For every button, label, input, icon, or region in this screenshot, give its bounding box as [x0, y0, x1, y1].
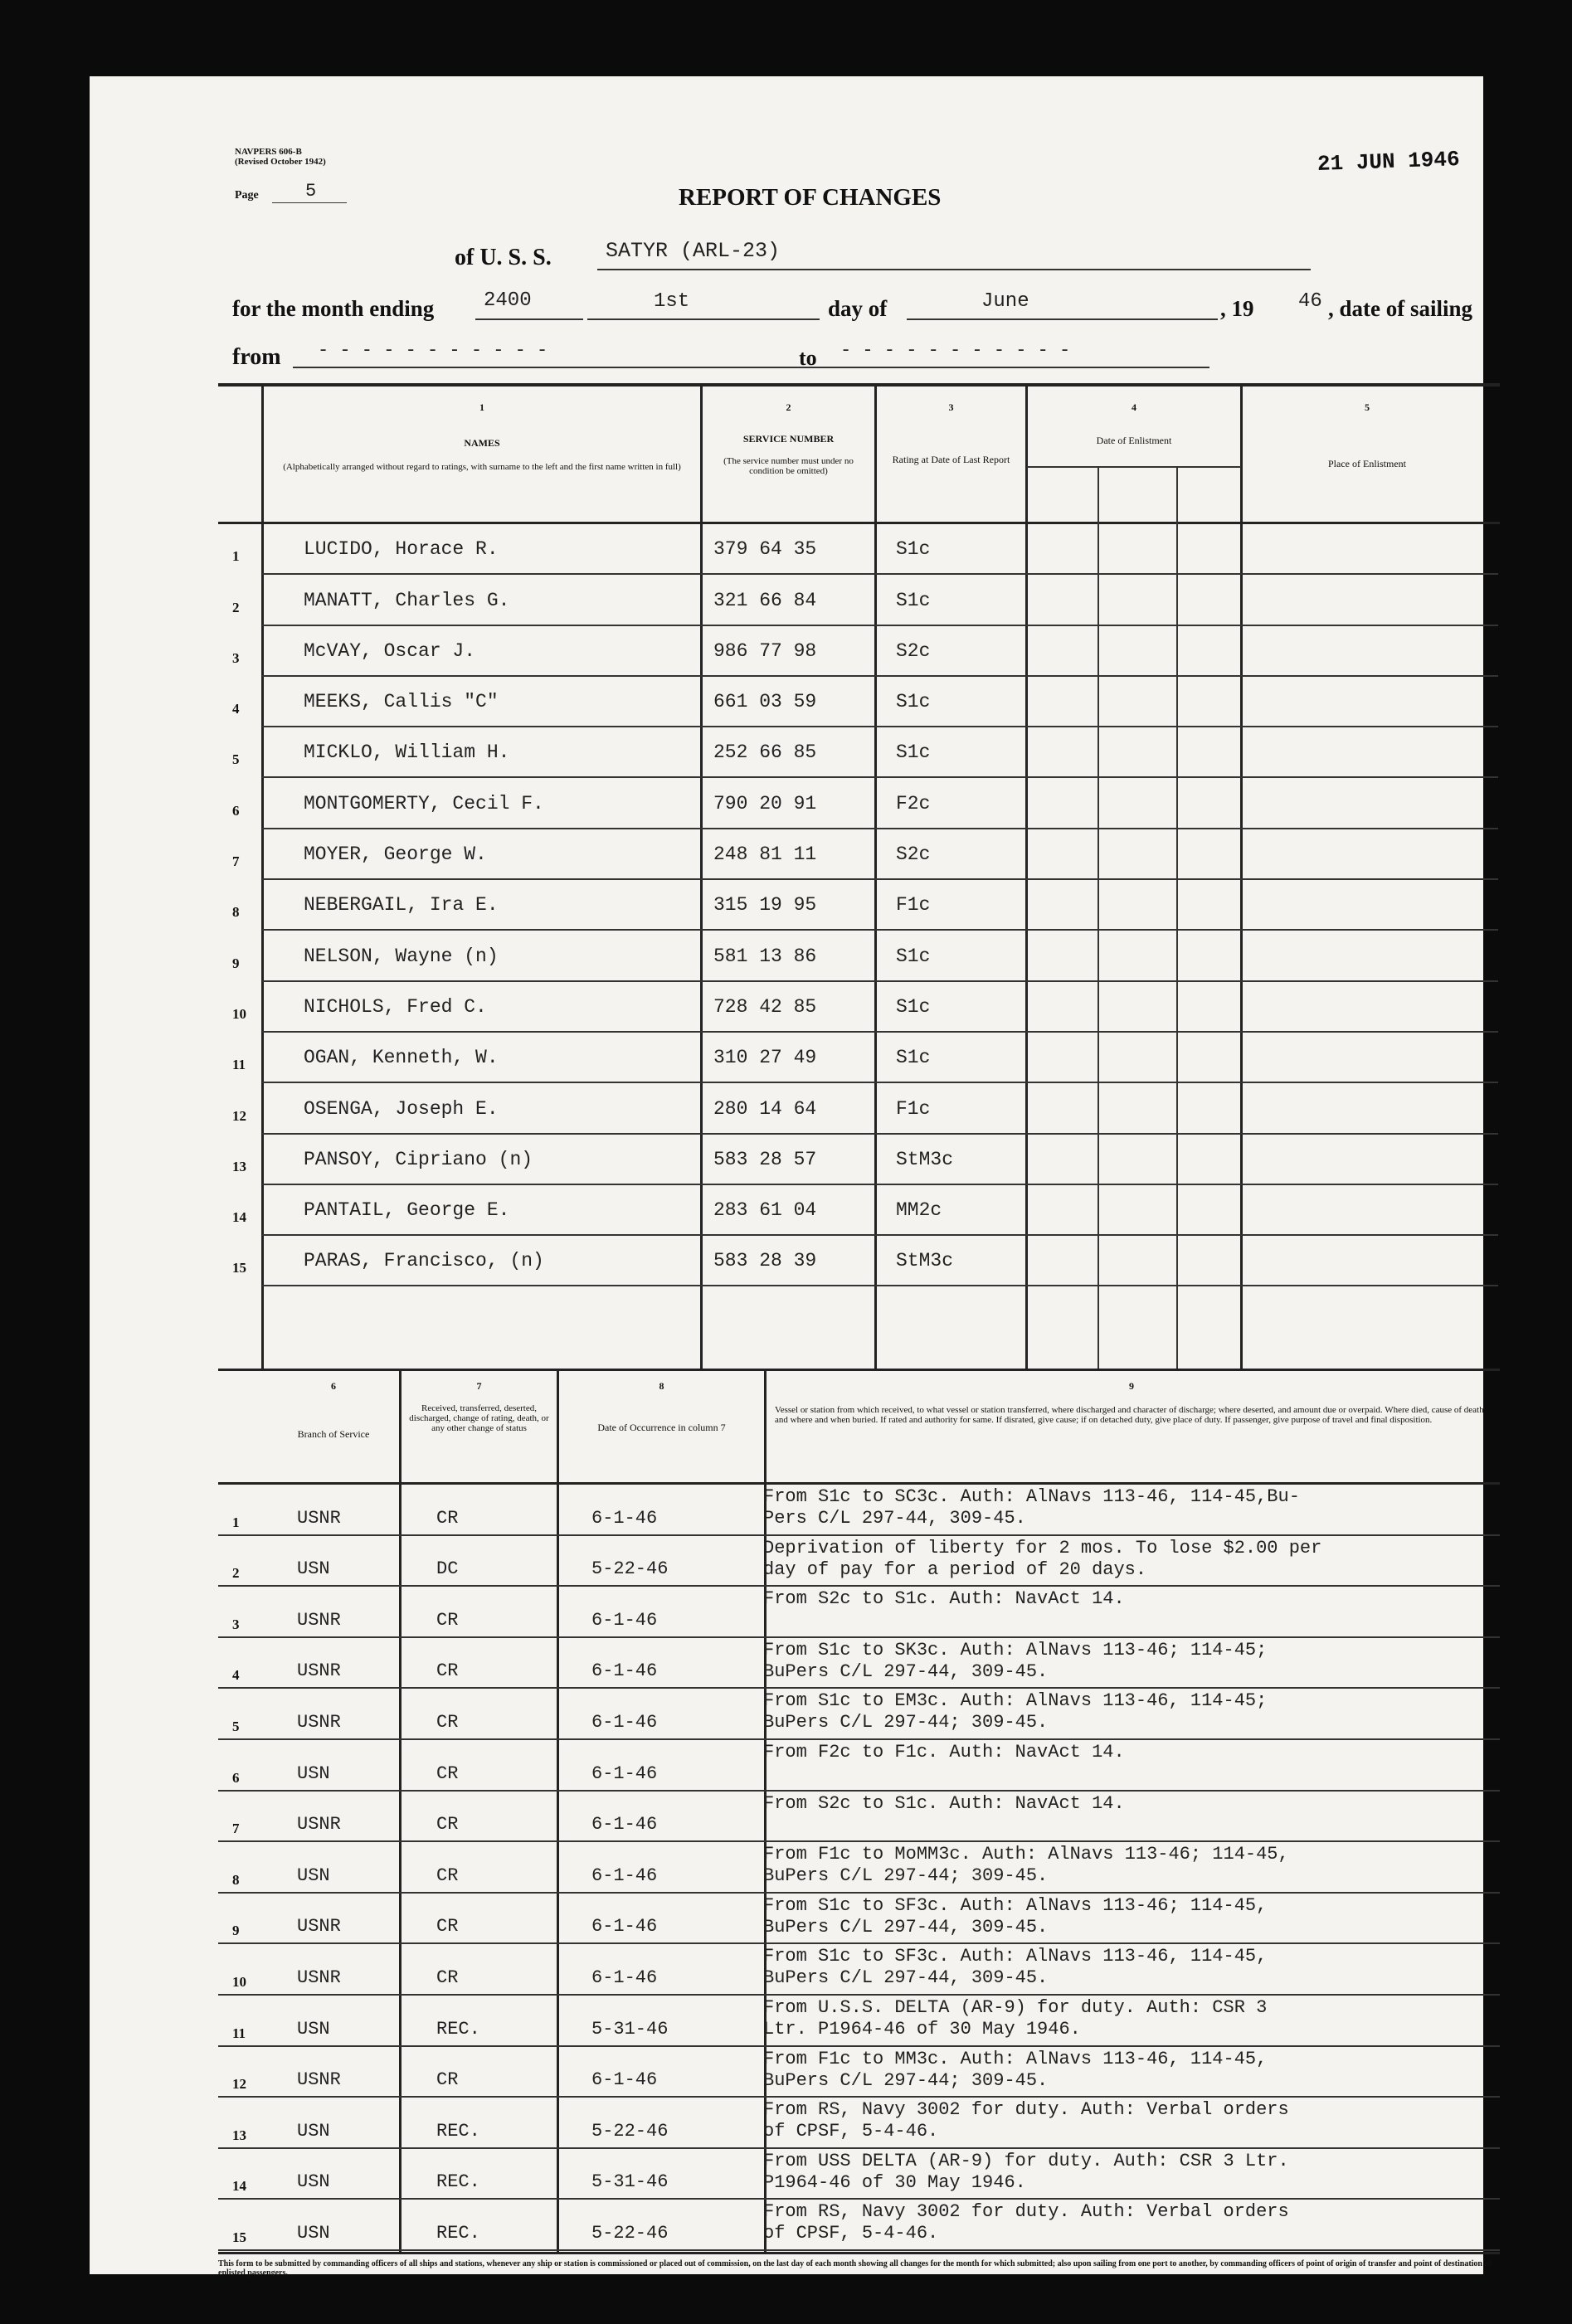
enlisted-name: LUCIDO, Horace R. — [304, 538, 499, 561]
col1-note: (Alphabetically arranged without regard to ratings, with surname to the left and the first name written in full) — [283, 462, 681, 472]
change-of-status: CR — [436, 1762, 459, 1784]
upper-table-row — [90, 1135, 1500, 1185]
remarks-line-2: BuPers C/L 297-44, 309-45. — [763, 1916, 1049, 1937]
branch-of-service: USN — [297, 2222, 330, 2244]
enlisted-name: MICKLO, William H. — [304, 741, 510, 764]
year-prefix: , 19 — [1220, 296, 1254, 321]
rating: F1c — [896, 1097, 931, 1120]
col2-note: (The service number must under no condition be omitted) — [723, 456, 854, 476]
enlisted-name: NEBERGAIL, Ira E. — [304, 894, 499, 916]
rating: S2c — [896, 844, 931, 866]
lower-table-row — [90, 2047, 1500, 2098]
year-value: 46 — [1298, 290, 1322, 313]
lower-table-row — [90, 1842, 1500, 1894]
upper-table-row — [90, 931, 1500, 981]
lower-table-row — [90, 1689, 1500, 1740]
service-number: 280 14 64 — [713, 1097, 817, 1120]
remarks-line-2: BuPers C/L 297-44; 309-45. — [763, 1865, 1049, 1887]
col7-title: Received, transferred, deserted, discharged, change of rating, death, or any other change of status — [409, 1403, 549, 1433]
change-of-status: REC. — [436, 2171, 480, 2193]
hour-line — [475, 318, 583, 320]
date-of-sailing-label: , date of sailing — [1328, 296, 1473, 321]
upper-table-row — [90, 524, 1500, 575]
col6-number: 6 — [331, 1380, 336, 1392]
col2-number: 2 — [786, 401, 791, 413]
row-number: 11 — [232, 2025, 246, 2041]
enlisted-name: PARAS, Francisco, (n) — [304, 1250, 544, 1272]
branch-of-service: USNR — [297, 1967, 341, 1988]
date-enlistment-subrule — [1027, 466, 1241, 468]
row-number: 3 — [232, 649, 240, 666]
service-number: 310 27 49 — [713, 1047, 817, 1069]
rating: StM3c — [896, 1250, 954, 1272]
row-number: 11 — [232, 1057, 246, 1073]
page-number: 5 — [305, 181, 317, 202]
branch-of-service: USNR — [297, 1814, 341, 1835]
branch-of-service: USN — [297, 2171, 330, 2193]
service-number: 379 64 35 — [713, 538, 817, 561]
enlisted-name: NICHOLS, Fred C. — [304, 995, 487, 1018]
remarks-line-1: From S1c to SC3c. Auth: AlNavs 113-46, 114-45,Bu- — [763, 1486, 1300, 1507]
row-number: 9 — [232, 1923, 240, 1939]
lower-table-row — [90, 1587, 1500, 1638]
page-number-line — [272, 202, 347, 203]
rating: StM3c — [896, 1148, 954, 1170]
service-number: 252 66 85 — [713, 741, 817, 764]
rating: S1c — [896, 741, 931, 764]
row-number: 4 — [232, 1667, 240, 1684]
row-number: 2 — [232, 1565, 240, 1582]
footer-instructions: This form to be submitted by commanding officers of all ships and stations, whenever any ship or station is commissioned or placed out of commission, on the last day of each month showing all changes for the month for which submitted; also upon sailing from one port to another, by commanding officers of point of origin of transfer and point of destination of enlisted passengers. — [218, 2259, 1492, 2278]
branch-of-service: USNR — [297, 1711, 341, 1733]
branch-of-service: USN — [297, 1762, 330, 1784]
branch-of-service: USNR — [297, 1507, 341, 1529]
rating: S1c — [896, 538, 931, 561]
row-number: 1 — [232, 1514, 240, 1530]
date-of-occurrence: 6-1-46 — [591, 1762, 658, 1784]
upper-table-row — [90, 677, 1500, 727]
remarks-line-1: From S1c to SF3c. Auth: AlNavs 113-46, 114-45, — [763, 1946, 1268, 1967]
change-of-status: CR — [436, 1967, 459, 1988]
col7-number: 7 — [476, 1380, 482, 1392]
rating: S1c — [896, 945, 931, 967]
branch-of-service: USN — [297, 2120, 330, 2142]
row-rule — [218, 2249, 1500, 2251]
remarks-line-1: Deprivation of liberty for 2 mos. To lose $2.00 per — [763, 1537, 1322, 1558]
change-of-status: CR — [436, 1916, 459, 1937]
enlisted-name: OSENGA, Joseph E. — [304, 1097, 499, 1120]
rating: S1c — [896, 995, 931, 1018]
enlisted-name: MOYER, George W. — [304, 844, 487, 866]
col6-title: Branch of Service — [297, 1428, 370, 1440]
col8-number: 8 — [659, 1380, 664, 1392]
date-of-occurrence: 6-1-46 — [591, 1865, 658, 1886]
row-number: 4 — [232, 701, 240, 717]
branch-of-service: USNR — [297, 1609, 341, 1631]
lower-table-row — [90, 1536, 1500, 1587]
row-number: 15 — [232, 1260, 246, 1276]
remarks-line-1: From S2c to S1c. Auth: NavAct 14. — [763, 1792, 1125, 1814]
row-number: 14 — [232, 1209, 246, 1226]
row-number: 13 — [232, 2127, 246, 2143]
lower-table-row — [90, 2200, 1500, 2251]
col5-title: Place of Enlistment — [1328, 458, 1406, 469]
date-of-occurrence: 5-31-46 — [591, 2171, 669, 2193]
col1-number: 1 — [479, 401, 484, 413]
upper-table-row — [90, 1033, 1500, 1083]
enlisted-name: MONTGOMERTY, Cecil F. — [304, 792, 544, 814]
col1-title: NAMES — [464, 437, 500, 449]
upper-table-row — [90, 626, 1500, 677]
lower-table-row — [90, 2098, 1500, 2149]
remarks-line-1: From S1c to EM3c. Auth: AlNavs 113-46, 114-45; — [763, 1690, 1268, 1712]
branch-of-service: USNR — [297, 2069, 341, 2091]
date-of-occurrence: 6-1-46 — [591, 1507, 658, 1529]
remarks-line-1: From U.S.S. DELTA (AR-9) for duty. Auth: CSR 3 — [763, 1997, 1268, 2018]
service-number: 728 42 85 — [713, 995, 817, 1018]
date-of-occurrence: 6-1-46 — [591, 1711, 658, 1733]
row-number: 14 — [232, 2178, 246, 2195]
date-of-occurrence: 5-22-46 — [591, 2120, 669, 2142]
upper-table-row — [90, 1236, 1500, 1286]
enlisted-name: MANATT, Charles G. — [304, 589, 510, 611]
upper-table-top-rule — [218, 383, 1500, 387]
day-of-label: day of — [828, 296, 888, 321]
remarks-line-1: From RS, Navy 3002 for duty. Auth: Verbal orders — [763, 2201, 1289, 2223]
row-number: 10 — [232, 1973, 246, 1990]
ship-name: SATYR (ARL-23) — [606, 239, 781, 263]
service-number: 248 81 11 — [713, 844, 817, 866]
col4-title: Date of Enlistment — [1096, 435, 1172, 446]
change-of-status: CR — [436, 1711, 459, 1733]
change-of-status: REC. — [436, 2222, 480, 2244]
remarks-line-1: From RS, Navy 3002 for duty. Auth: Verbal orders — [763, 2099, 1289, 2121]
row-number: 5 — [232, 1718, 240, 1734]
upper-table-row — [90, 829, 1500, 880]
service-number: 583 28 39 — [713, 1250, 817, 1272]
remarks-line-1: From F1c to MoMM3c. Auth: AlNavs 113-46; 114-45, — [763, 1844, 1289, 1865]
remarks-line-1: From S1c to SF3c. Auth: AlNavs 113-46; 114-45, — [763, 1894, 1268, 1916]
from-label: from — [232, 344, 281, 370]
rating: S2c — [896, 639, 931, 662]
row-number: 2 — [232, 599, 240, 615]
form-id — [235, 147, 326, 167]
lower-table-row — [90, 1894, 1500, 1945]
branch-of-service: USNR — [297, 1660, 341, 1682]
lower-table-row — [90, 1792, 1500, 1843]
date-of-occurrence: 6-1-46 — [591, 1967, 658, 1988]
lower-table-top-rule — [218, 1369, 1500, 1371]
to-label: to — [799, 346, 817, 370]
date-of-occurrence: 6-1-46 — [591, 2069, 658, 2091]
row-number: 1 — [232, 548, 240, 565]
col4-number: 4 — [1132, 401, 1136, 413]
service-number: 790 20 91 — [713, 792, 817, 814]
upper-table-row — [90, 982, 1500, 1033]
col3-title: Rating at Date of Last Report — [892, 454, 1010, 465]
date-of-occurrence: 6-1-46 — [591, 1609, 658, 1631]
remarks-line-1: From S1c to SK3c. Auth: AlNavs 113-46; 114-45; — [763, 1639, 1268, 1660]
date-of-occurrence: 5-22-46 — [591, 2222, 669, 2244]
branch-of-service: USN — [297, 1865, 330, 1886]
lower-table-row — [90, 1485, 1500, 1536]
remarks-line-2: day of pay for a period of 20 days. — [763, 1558, 1147, 1580]
row-number: 12 — [232, 1107, 246, 1124]
col9-title: Vessel or station from which received, to what vessel or station transferred, where discharged and character of discharge; where deserted, and amount due or overpaid. Where died, cause of death and where and when buried. If rated and authority for same. If disrated, give cause; if on detached duty, give place of duty. If passenger, give purpose of travel and final disposition. — [775, 1405, 1484, 1425]
date-of-occurrence: 6-1-46 — [591, 1814, 658, 1835]
change-of-status: CR — [436, 2069, 459, 2091]
enlisted-name: PANSOY, Cipriano (n) — [304, 1148, 533, 1170]
service-number: 315 19 95 — [713, 894, 817, 916]
lower-table-row — [90, 1944, 1500, 1996]
remarks-line-2: BuPers C/L 297-44, 309-45. — [763, 1660, 1049, 1682]
lower-table-row — [90, 1638, 1500, 1690]
day-value: 1st — [654, 290, 690, 313]
service-number: 661 03 59 — [713, 691, 817, 713]
col9-number: 9 — [1129, 1380, 1134, 1392]
remarks-line-2: Pers C/L 297-44, 309-45. — [763, 1508, 1026, 1529]
row-number: 9 — [232, 955, 240, 971]
row-number: 3 — [232, 1616, 240, 1632]
upper-table-row — [90, 880, 1500, 931]
row-number: 10 — [232, 1005, 246, 1022]
remarks-line-2: Ltr. P1964-46 of 30 May 1946. — [763, 2019, 1081, 2040]
row-number: 12 — [232, 2076, 246, 2093]
change-of-status: REC. — [436, 2120, 480, 2142]
service-number: 581 13 86 — [713, 945, 817, 967]
upper-table-row — [90, 575, 1500, 625]
upper-table-row — [90, 727, 1500, 778]
change-of-status: REC. — [436, 2018, 480, 2040]
col3-number: 3 — [948, 401, 954, 413]
branch-of-service: USN — [297, 2018, 330, 2040]
col8-title: Date of Occurrence in column 7 — [597, 1422, 726, 1433]
to-line — [836, 367, 1209, 368]
page-title: REPORT OF CHANGES — [679, 184, 942, 211]
branch-of-service: USNR — [297, 1916, 341, 1937]
from-line — [293, 367, 878, 368]
remarks-line-1: From USS DELTA (AR-9) for duty. Auth: CSR 3 Ltr. — [763, 2150, 1289, 2171]
date-of-occurrence: 5-22-46 — [591, 1558, 669, 1580]
lower-table-bottom-rule — [218, 2252, 1500, 2254]
change-of-status: CR — [436, 1814, 459, 1835]
change-of-status: CR — [436, 1865, 459, 1886]
row-rule — [262, 1285, 1498, 1286]
form-id-line1: NAVPERS 606-B — [235, 147, 302, 157]
page-label: Page — [235, 189, 259, 202]
rating: S1c — [896, 691, 931, 713]
form-page — [90, 76, 1492, 2278]
branch-of-service: USN — [297, 1558, 330, 1580]
ship-label: of U. S. S. — [455, 245, 552, 270]
ship-line — [597, 269, 1311, 270]
row-number: 6 — [232, 802, 240, 819]
enlisted-name: McVAY, Oscar J. — [304, 639, 476, 662]
service-number: 986 77 98 — [713, 639, 817, 662]
row-number: 8 — [232, 1871, 240, 1888]
lower-table-row — [90, 1740, 1500, 1792]
rating: S1c — [896, 1047, 931, 1069]
change-of-status: CR — [436, 1609, 459, 1631]
month-value: June — [981, 290, 1029, 313]
col5-number: 5 — [1365, 401, 1370, 413]
enlisted-name: MEEKS, Callis "C" — [304, 691, 499, 713]
date-stamp: 21 JUN 1946 — [1316, 147, 1461, 177]
remarks-line-2: of CPSF, 5-4-46. — [763, 2121, 939, 2142]
col2-title: SERVICE NUMBER — [742, 433, 835, 445]
rating: S1c — [896, 589, 931, 611]
form-id-line2: (Revised October 1942) — [235, 157, 326, 167]
hour-value: 2400 — [484, 289, 532, 312]
day-line — [587, 318, 820, 320]
row-number: 6 — [232, 1769, 240, 1786]
change-of-status: DC — [436, 1558, 459, 1580]
remarks-line-2: P1964-46 of 30 May 1946. — [763, 2171, 1026, 2193]
month-ending-label: for the month ending — [232, 296, 435, 321]
month-line — [907, 318, 1218, 320]
upper-table-row — [90, 1185, 1500, 1236]
change-of-status: CR — [436, 1507, 459, 1529]
change-of-status: CR — [436, 1660, 459, 1682]
remarks-line-1: From F1c to MM3c. Auth: AlNavs 113-46, 114-45, — [763, 2048, 1268, 2069]
enlisted-name: NELSON, Wayne (n) — [304, 945, 499, 967]
date-of-occurrence: 6-1-46 — [591, 1660, 658, 1682]
upper-table-row — [90, 1083, 1500, 1134]
date-of-occurrence: 6-1-46 — [591, 1916, 658, 1937]
remarks-line-2: BuPers C/L 297-44; 309-45. — [763, 1712, 1049, 1733]
remarks-line-1: From S2c to S1c. Auth: NavAct 14. — [763, 1588, 1125, 1610]
row-number: 8 — [232, 904, 240, 921]
rating: MM2c — [896, 1199, 942, 1222]
service-number: 321 66 84 — [713, 589, 817, 611]
from-value: - - - - - - - - - - - — [318, 340, 548, 361]
rating: F1c — [896, 894, 931, 916]
row-number: 5 — [232, 751, 240, 768]
service-number: 283 61 04 — [713, 1199, 817, 1222]
enlisted-name: OGAN, Kenneth, W. — [304, 1047, 499, 1069]
to-value: - - - - - - - - - - - — [840, 340, 1071, 361]
rating: F2c — [896, 792, 931, 814]
date-of-occurrence: 5-31-46 — [591, 2018, 669, 2040]
lower-table-row — [90, 1996, 1500, 2047]
row-number: 15 — [232, 2229, 246, 2245]
remarks-line-2: of CPSF, 5-4-46. — [763, 2223, 939, 2244]
row-number: 7 — [232, 1821, 240, 1837]
service-number: 583 28 57 — [713, 1148, 817, 1170]
enlisted-name: PANTAIL, George E. — [304, 1199, 510, 1222]
row-number: 7 — [232, 853, 240, 870]
remarks-line-1: From F2c to F1c. Auth: NavAct 14. — [763, 1742, 1125, 1762]
remarks-line-2: BuPers C/L 297-44; 309-45. — [763, 2069, 1049, 2091]
row-number: 13 — [232, 1158, 246, 1174]
remarks-line-2: BuPers C/L 297-44, 309-45. — [763, 1967, 1049, 1989]
upper-table-row — [90, 779, 1500, 829]
lower-table-row — [90, 2149, 1500, 2200]
